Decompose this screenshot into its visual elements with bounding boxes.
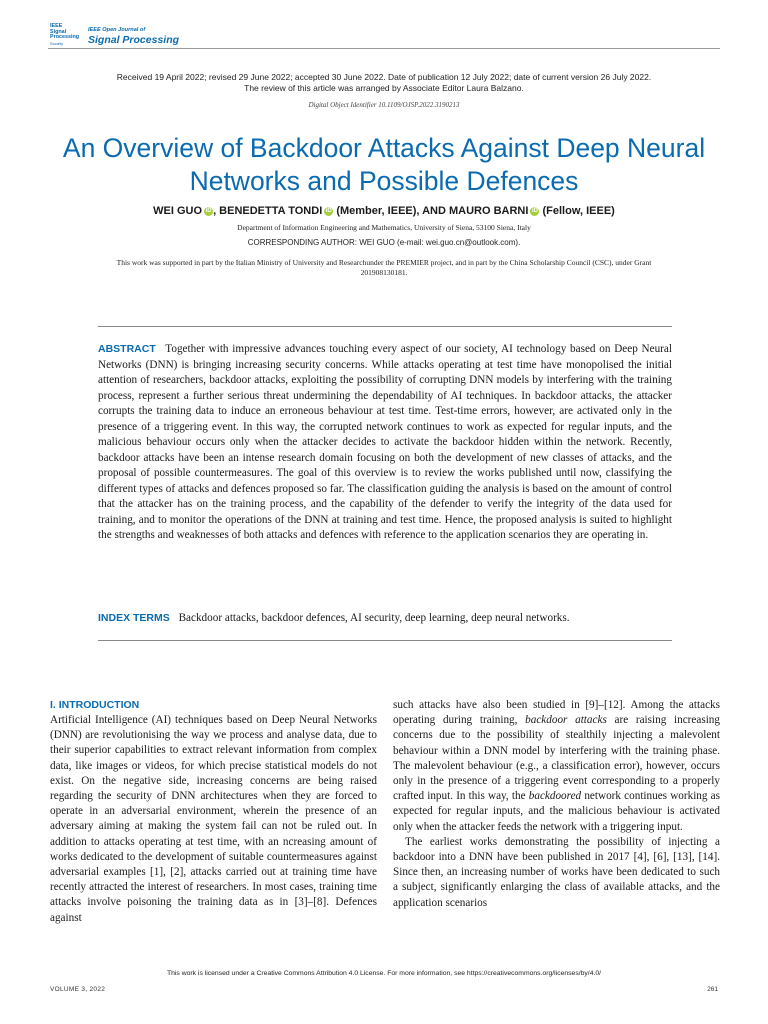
author-name: (Fellow, IEEE) — [539, 205, 615, 217]
text-run: are raising increasing concerns due to the possibility of stealthily injecting a malevolent behaviour within a DNN model by interfering with the training phase. The malevolent behaviour (e.g., a classification error), however, occurs only in the presence of a triggering event corresponding to a properly crafted input. In this way, the — [393, 714, 720, 803]
abstract-label: ABSTRACT — [98, 343, 156, 355]
logo-line: Processing — [50, 34, 80, 41]
funding-note: This work was supported in part by the Italian Ministry of University and Researchunder the PREMIER project, and in part by the China Scholarship Council (CSC), under Grant 201908130181. — [116, 258, 652, 277]
column-left — [50, 698, 377, 926]
index-terms-label: INDEX TERMS — [98, 612, 170, 624]
doi[interactable]: Digital Object Identifier 10.1109/OJSP.2022.3190213 — [308, 101, 460, 109]
footer-page-number: 261 — [707, 986, 718, 993]
text-run: network continues working as expected for regular inputs, and the malicious behaviour is activated only when the attacker feeds the network with a triggering input. — [393, 790, 720, 833]
text-run: such attacks have also been studied in [9]–[12]. Among the attacks operating during training, — [393, 699, 720, 727]
abstract-divider-top — [98, 326, 672, 327]
journal-prefix: IEEE Open Journal of — [88, 27, 146, 33]
author-list — [60, 205, 708, 217]
logo-line: Society — [50, 40, 64, 46]
emphasis: backdoored — [528, 790, 582, 803]
column-right — [393, 698, 720, 911]
ieee-sps-logo-mark — [50, 24, 86, 48]
section-heading: I. INTRODUCTION — [50, 699, 140, 711]
author-name: , BENEDETTA TONDI — [213, 205, 323, 217]
logo-line: IEEE — [50, 23, 63, 29]
abstract-divider-bottom — [98, 640, 672, 641]
orcid-icon[interactable]: iD — [325, 208, 332, 214]
license-notice[interactable]: This work is licensed under a Creative Commons Attribution 4.0 License. For more information, see https://creativecommons.org/licenses/by/4.0/ — [166, 970, 602, 977]
paper-title: An Overview of Backdoor Attacks Against Deep Neural Networks and Possible Defences — [62, 133, 706, 196]
intro-paragraph: Artificial Intelligence (AI) techniques based on Deep Neural Networks (DNN) are revolutionising the way we process and analyse data, due to their superior capabilities to extract relevant information from complex data, like images or videos, for which precise statistical models do not exist. On the negative side, increasing concerns are being raised regarding the security of DNN architectures when they are forced to operate in an adversarial environment, wherein the presence of an adversary aiming at making the system fail can not be ruled out. In addition to attacks operating at test time, with an ncreasing amount of works dedicated to the development of suitable countermeasures against adversarial examples [1], [2], attacks carried out at training time have recently attracted the interest of researchers. In most cases, training time attacks involve poisoning the training data as in [3]–[8]. Defences against — [50, 714, 377, 924]
received-dates: Received 19 April 2022; revised 29 June 2022; accepted 30 June 2022. Date of publication 12 July 2022; date of current version 26 July 2022. The review of this article was arranged by Associate Editor Laura Balzano. — [116, 72, 652, 93]
journal-logo — [50, 24, 190, 50]
orcid-icon[interactable]: iD — [205, 208, 212, 214]
footer-volume: VOLUME 3, 2022 — [50, 986, 106, 993]
abstract-text: Together with impressive advances touching every aspect of our society, AI technology based on Deep Neural Networks (DNN) is bringing increasing security concerns. While attacks operating at test time have monopolised the initial attention of researchers, backdoor attacks, exploiting the possibility of corrupting DNN models by interfering with the training process, represent a further serious threat undermining the dependability of AI techniques. In backdoor attacks, the attacker corrupts the training data to induce an erroneous behaviour at test time. Test-time errors, however, are activated only in the presence of a triggering event. In this way, the corrupted network continues to work as expected for regular inputs, and the malicious behaviour occurs only when the attacker decides to activate the backdoor hidden within the network. Recently, backdoor attacks have been an intense research domain focusing on both the development of new classes of attacks, and the proposal of possible countermeasures. The goal of this overview is to review the works published until now, classifying the different types of attacks and defences proposed so far. The classification guiding the analysis is based on the amount of control that the attacker has on the training process, and the capability of the defender to verify the integrity of the data used for training, and to monitor the operations of the DNN at training and test time. Hence, the proposed analysis is suited to highlight the strengths and weaknesses of both attacks and defences with reference to the application scenarios they are operating in. — [98, 343, 672, 541]
header-divider — [48, 48, 720, 49]
logo-line: Signal — [50, 28, 67, 35]
abstract — [98, 342, 672, 544]
emphasis: backdoor attacks — [525, 714, 607, 727]
author-name: WEI GUO — [153, 205, 203, 217]
affiliation: Department of Information Engineering and Mathematics, University of Siena, 53100 Siena, Italy — [237, 223, 531, 232]
intro-paragraph — [393, 698, 720, 835]
intro-paragraph: The earliest works demonstrating the possibility of injecting a backdoor into a DNN have been published in 2017 [4], [6], [13], [14]. Since then, an increasing number of works have been dedicated to such a subject, significantly enlarging the class of available attacks, and the application scenarios — [393, 835, 720, 909]
index-terms-text: Backdoor attacks, backdoor defences, AI security, deep learning, deep neural networks. — [178, 612, 570, 624]
author-name: (Member, IEEE), AND MAURO BARNI — [333, 205, 529, 217]
journal-name: Signal Processing — [88, 34, 180, 46]
corresponding-author: CORRESPONDING AUTHOR: WEI GUO (e-mail: wei.guo.cn@outlook.com). — [247, 238, 521, 247]
index-terms — [98, 611, 672, 626]
orcid-icon[interactable]: iD — [531, 208, 538, 214]
